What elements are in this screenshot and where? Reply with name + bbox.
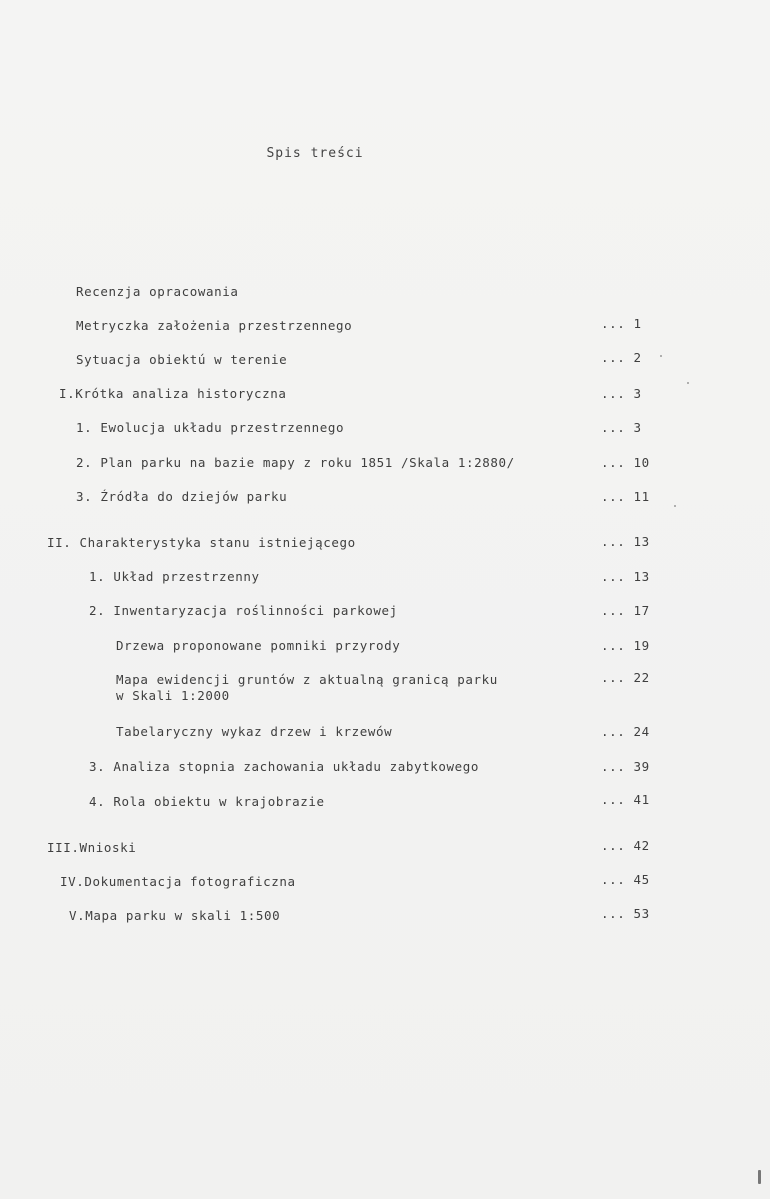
scan-speck xyxy=(687,382,689,384)
toc-entry-text: Sytuacja obiektú w terenie xyxy=(76,352,288,367)
toc-entry-page: ... 11 xyxy=(601,489,650,504)
toc-entry-text: III.Wnioski xyxy=(47,840,137,855)
toc-entry-page: ... 3 xyxy=(601,386,642,401)
toc-entry-text: Drzewa proponowane pomniki przyrody xyxy=(116,638,401,653)
toc-entry-text: Tabelaryczny wykaz drzew i krzewów xyxy=(116,724,393,739)
toc-entry-text: IV.Dokumentacja fotograficzna xyxy=(60,874,296,889)
toc-entry-page: ... 42 xyxy=(601,838,650,853)
toc-entry-page: ... 13 xyxy=(601,534,650,549)
toc-entry-text: 3. Analiza stopnia zachowania układu zabytkowego xyxy=(89,759,480,774)
toc-entry-page: ... 24 xyxy=(601,724,650,739)
toc-entry-text-continued: w Skali 1:2000 xyxy=(116,688,230,703)
toc-entry-page: ... 13 xyxy=(601,569,650,584)
toc-entry-page: ... 17 xyxy=(601,603,650,618)
toc-entry-text: 2. Inwentaryzacja roślinności parkowej xyxy=(89,603,398,618)
toc-entry-text: II. Charakterystyka stanu istniejącego xyxy=(47,535,356,550)
toc-entry-text: I.Krótka analiza historyczna xyxy=(59,386,287,401)
scan-speck xyxy=(674,505,676,507)
toc-entry-text: Metryczka założenia przestrzennego xyxy=(76,318,353,333)
toc-entry-page: ... 3 xyxy=(601,420,642,435)
toc-entry-text: Mapa ewidencji gruntów z aktualną granicą parku xyxy=(116,672,498,687)
toc-entry-page: ... 45 xyxy=(601,872,650,887)
toc-entry-text: 1. Ewolucja układu przestrzennego xyxy=(76,420,345,435)
toc-entry-page: ... 1 xyxy=(601,316,642,331)
toc-entry-page: ... 19 xyxy=(601,638,650,653)
scan-speck xyxy=(660,355,662,357)
toc-entry-page: ... 39 xyxy=(601,759,650,774)
toc-entry-text: Recenzja opracowania xyxy=(76,284,239,299)
scan-mark xyxy=(758,1170,761,1184)
toc-entry-text: 1. Układ przestrzenny xyxy=(89,569,260,584)
page-title: Spis treści xyxy=(266,146,364,161)
toc-entry-page: ... 53 xyxy=(601,906,650,921)
toc-entry-page: ... 10 xyxy=(601,455,650,470)
toc-entry-page: ... 22 xyxy=(601,670,650,685)
toc-entry-page: ... 2 xyxy=(601,350,642,365)
toc-entry-text: 2. Plan parku na bazie mapy z roku 1851 /Skala 1:2880/ xyxy=(76,455,515,470)
toc-entry-text: 4. Rola obiektu w krajobrazie xyxy=(89,794,325,809)
toc-entry-text: 3. Źródła do dziejów parku xyxy=(76,489,288,504)
toc-entry-text: V.Mapa parku w skali 1:500 xyxy=(69,908,281,923)
toc-entry-page: ... 41 xyxy=(601,792,650,807)
